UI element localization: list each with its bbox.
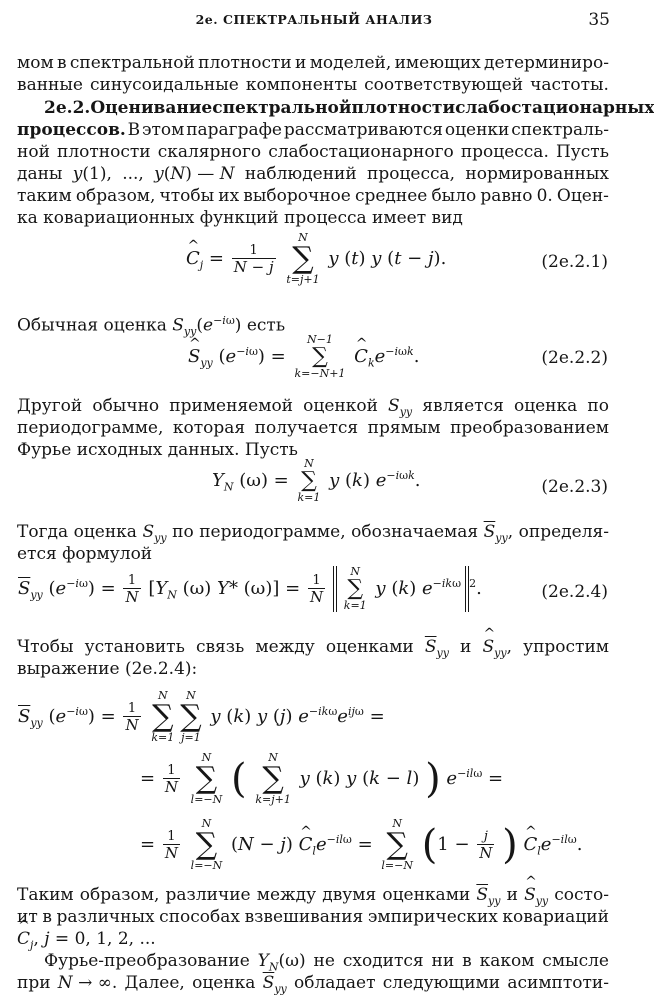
text-line-4: ной плотности скалярного слабостационарного процесса. Пусть (17, 142, 609, 162)
text-line-13: ется формулой (17, 544, 153, 564)
text-line-8: Обычная оценка $S_{yy}(e^{-i\omega})$ есть (17, 314, 286, 339)
derivation-line-3: = $\frac{1}{N}$ N ∑ l=−N (N − j) ^ $C_le^{-il\omega}$ = N ∑ l=−N (1 − $\frac{j}{N}$ ) ^ $C_le^{-il\omega}$. (140, 818, 582, 872)
equation-label-2e-2-4: (2е.2.4) (541, 582, 608, 602)
equation-2e-2-3: $Y_N$ (ω) = N ∑ k=1 y (k) $e^{-i\omega k}$. (212, 457, 421, 504)
section-heading: 2е.2. Оценивание спектральной плотности слабостационарных (44, 98, 654, 118)
text-line-9: Другой обычно применяемой оценкой $S_{yy}$ является оценка по (17, 396, 609, 419)
text-line-1: мом в спектральной плотности и моделей, имеющих детерминиро- (17, 53, 609, 73)
text-line-11: Фурье исходных данных. Пусть (17, 440, 298, 460)
text-line-17: ит в различных способах взвешивания эмпирических ковариаций (17, 907, 609, 927)
text-line-19: Фурье-преобразование $Y_N(\omega)$ не сходится ни в каком смысле (44, 951, 609, 974)
text-line-20: при N → ∞. Далее, оценка $\overline{S}_{yy}$ обладает следующими асимптоти- (17, 973, 609, 996)
equation-label-2e-2-2: (2е.2.2) (541, 348, 608, 368)
text-line-2: ванные синусоидальные компоненты соответствующей частоты. (17, 75, 609, 95)
equation-label-2e-2-3: (2е.2.3) (541, 477, 608, 497)
equation-2e-2-2: ^ $S_{yy}$ $(e^{-i\omega})$ = N−1 ∑ k=−N+1 ^ $C_ke^{-i\omega k}$. (188, 334, 419, 380)
equation-label-2e-2-1: (2е.2.1) (541, 252, 608, 272)
equation-2e-2-4: $\overline{S}_{yy}$ $(e^{-i\omega})$ = $\frac{1}{N}$ [$Y_N$ (ω) Y* (ω)] = $\frac{1}{N}$ N ∑ k=1 y (k) $e^{-ik\omega}$ $^2$. (18, 565, 482, 612)
text-line-12: Тогда оценка $S_{yy}$ по периодограмме, обозначаемая $\overline{S}_{yy}$, определя- (17, 522, 609, 545)
running-title: 2е. СПЕКТРАЛЬНЫЙ АНАЛИЗ (195, 12, 433, 27)
text-line-6: таким образом, чтобы их выборочное среднее было равно 0. Оцен- (17, 186, 609, 206)
equation-2e-2-1: ^ $C_j$ = $\frac{1}{N - j}$ N ∑ t=j+1 y (t) y (t − j). (186, 232, 446, 286)
derivation-line-1: $\overline{S}_{yy}$ $(e^{-i\omega})$ = $\frac{1}{N}$ N ∑ k=1 N ∑ j=1 y (k) y (j) $e^{-ik\omega}e^{ij\omega}$ = (18, 689, 385, 744)
text-line-15: выражение (2е.2.4): (17, 659, 198, 679)
derivation-line-2: = $\frac{1}{N}$ N ∑ l=−N ( N ∑ k=j+1 y (k) y (k − l) ) $e^{-il\omega}$ = (140, 751, 504, 806)
page-number: 35 (588, 10, 610, 30)
text-line-5: даны y(1), ..., y(N) — N наблюдений процесса, нормированных (17, 164, 609, 184)
running-header (0, 10, 628, 34)
text-line-16: Таким образом, различие между двумя оценками $\overline{S}_{yy}$ и ^ $S_{yy}$ состо- (17, 884, 609, 912)
text-line-10: периодограмме, которая получается прямым преобразованием (17, 418, 609, 438)
text-line-7: ка ковариационных функций процесса имеет вид (17, 208, 463, 228)
text-line-18: ^ $C_j$, j = 0, 1, 2, ... (17, 928, 609, 956)
text-line-3: процессов. В этом параграфе рассматриваются оценки спектраль- (17, 120, 609, 140)
text-line-14: Чтобы установить связь между оценками $\overline{S}_{yy}$ и ^ $S_{yy}$, упростим (17, 636, 609, 664)
